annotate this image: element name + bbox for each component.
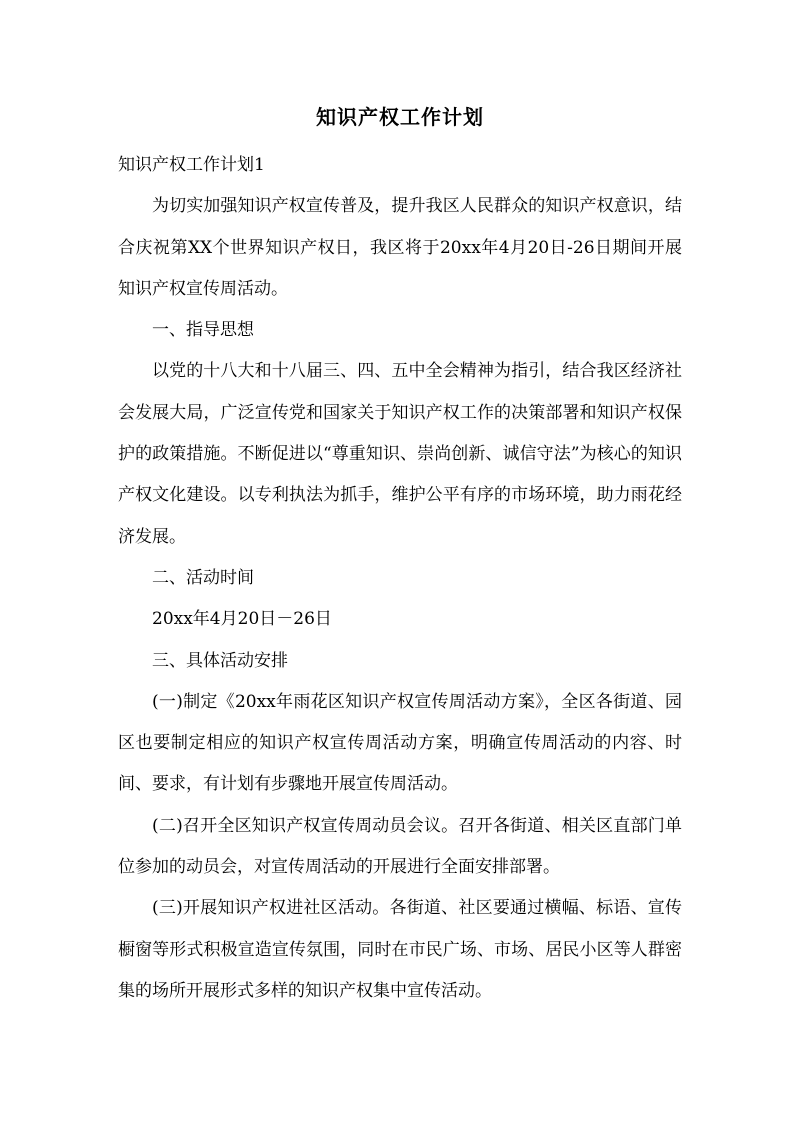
document-body — [118, 145, 682, 1012]
paragraph-arrangement-3: (三)开展知识产权进社区活动。各街道、社区要通过横幅、标语、宣传橱窗等形式积极宣造宣传氛围，同时在市民广场、市场、居民小区等人群密集的场所开展形式多样的知识产权集中宣传活动。 — [118, 898, 682, 1001]
paragraph-arrangement-1: (一)制定《20xx年雨花区知识产权宣传周活动方案》，全区各街道、园区也要制定相应的知识产权宣传周活动方案，明确宣传周活动的内容、时间、要求，有计划有步骤地开展宣传周活动。 — [118, 691, 682, 795]
paragraph-intro: 为切实加强知识产权宣传普及，提升我区人民群众的知识产权意识，结合庆祝第XX个世界知识产权日，我区将于20xx年4月20日-26日期间开展知识产权宣传周活动。 — [118, 196, 682, 299]
document-subtitle: 知识产权工作计划1 — [118, 155, 265, 175]
paragraph-activity-time: 20xx年4月20日－26日 — [152, 609, 332, 630]
document-title: 知识产权工作计划 — [316, 105, 484, 129]
section-heading-activity-arrangement: 三、具体活动安排 — [152, 650, 288, 671]
section-heading-activity-time: 二、活动时间 — [152, 567, 254, 588]
paragraph-arrangement-2: (二)召开全区知识产权宣传周动员会议。召开各街道、相关区直部门单位参加的动员会，对宣传周活动的开展进行全面安排部署。 — [118, 815, 682, 878]
section-heading-guiding-ideology: 一、指导思想 — [152, 320, 254, 341]
paragraph-guiding-ideology: 以党的十八大和十八届三、四、五中全会精神为指引，结合我区经济社会发展大局，广泛宣传党和国家关于知识产权工作的决策部署和知识产权保护的政策措施。不断促进以“尊重知识、崇尚创新、诚信守法”为核心的知识产权文化建设。以专利执法为抓手，维护公平有序的市场环境，助力雨花经济发展。 — [118, 361, 682, 547]
